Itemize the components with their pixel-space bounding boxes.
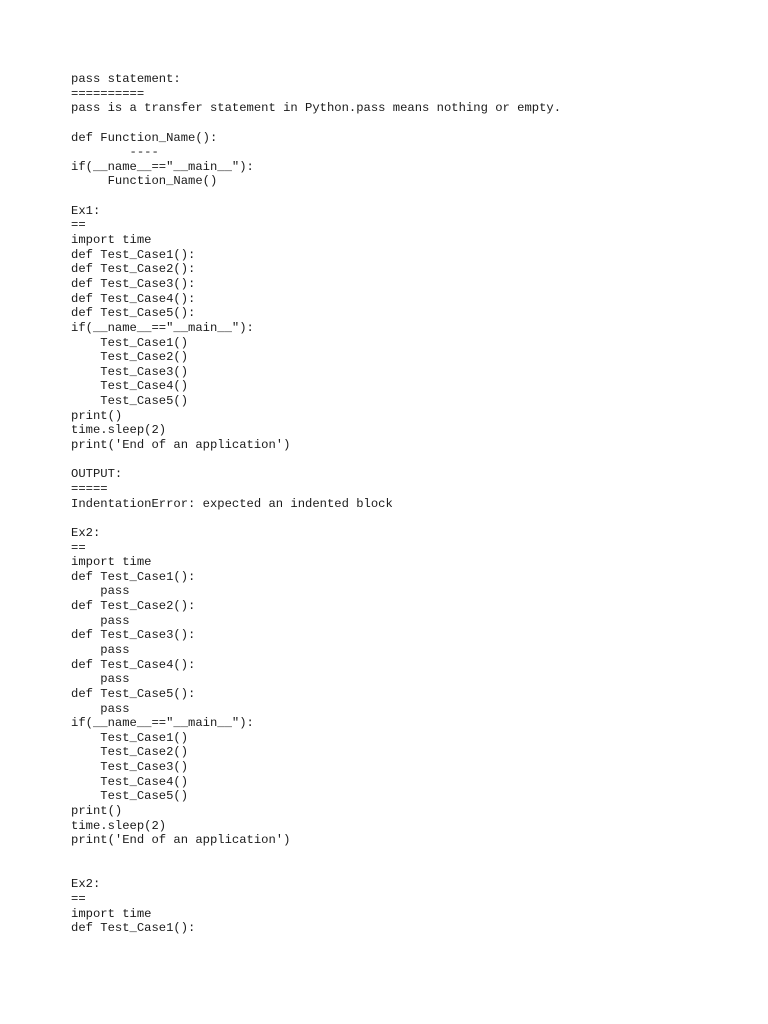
text-line: if(__name__=="__main__"): [71,320,254,335]
text-line: pass is a transfer statement in Python.pass means nothing or empty. [71,101,562,116]
text-line: if(__name__=="__main__"): [71,159,254,174]
text-line: Ex2: [71,877,101,892]
text-line: def Test_Case5(): [71,306,196,321]
text-line: def Test_Case3(): [71,276,196,291]
text-line: def Test_Case1(): [71,569,196,584]
text-line: def Test_Case5(): [71,686,196,701]
text-line: Test_Case1() [71,335,189,350]
text-line: print('End of an application') [71,833,291,848]
text-line: ========== [71,86,145,101]
text-line: if(__name__=="__main__"): [71,716,254,731]
text-line: == [71,891,86,906]
text-line: Test_Case2() [71,745,189,760]
text-line: print('End of an application') [71,438,291,453]
text-line: pass [71,584,130,599]
text-line: Test_Case4() [71,379,189,394]
text-line: import time [71,233,152,248]
text-line: pass [71,642,130,657]
text-line: pass [71,701,130,716]
text-line: == [71,218,86,233]
text-line: Test_Case3() [71,364,189,379]
text-line: print() [71,804,123,819]
text-line: pass [71,672,130,687]
text-line: == [71,540,86,555]
text-line: Test_Case1() [71,730,189,745]
text-line: Test_Case4() [71,774,189,789]
text-line: Test_Case5() [71,789,189,804]
text-line: def Test_Case1(): [71,247,196,262]
text-line: def Test_Case2(): [71,262,196,277]
text-line: IndentationError: expected an indented block [71,496,393,511]
text-line: time.sleep(2) [71,423,167,438]
text-line [71,511,751,526]
text-line: Ex1: [71,203,101,218]
text-line: time.sleep(2) [71,818,167,833]
text-line: pass [71,613,130,628]
text-line: pass statement: [71,72,181,86]
text-line: Test_Case5() [71,394,189,409]
text-line: Test_Case2() [71,350,189,365]
text-line: ===== [71,481,108,496]
text-line: Function_Name() [71,174,218,189]
text-line: import time [71,906,152,921]
text-line [71,848,751,863]
text-line: Test_Case3() [71,760,189,775]
document-text [71,72,751,936]
text-line: def Test_Case4(): [71,291,196,306]
text-line [71,863,751,878]
text-line: print() [71,408,123,423]
text-line [71,453,751,468]
text-line: def Test_Case3(): [71,628,196,643]
text-line: def Test_Case2(): [71,599,196,614]
text-line: import time [71,555,152,570]
text-line: def Test_Case4(): [71,657,196,672]
text-line [71,116,751,131]
text-line: def Function_Name(): [71,130,218,145]
text-line: Ex2: [71,525,101,540]
text-line: ---- [71,145,159,160]
text-line: def Test_Case1(): [71,921,196,936]
text-line [71,189,751,204]
text-line: OUTPUT: [71,467,123,482]
